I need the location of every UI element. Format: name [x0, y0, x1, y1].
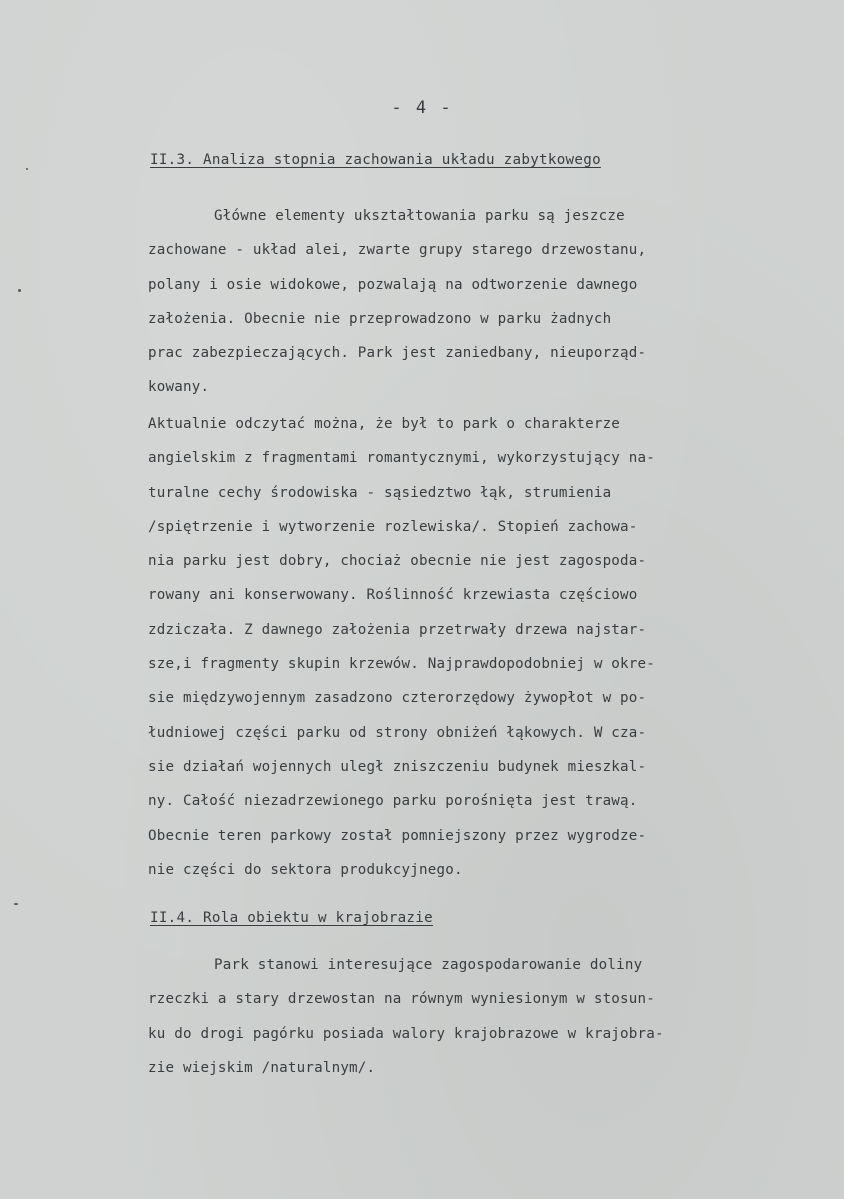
- paper-speck: [18, 289, 21, 292]
- text-line: Główne elementy ukształtowania parku są jeszcze: [214, 208, 625, 224]
- text-line: Aktualnie odczytać można, że był to park o charakterze: [148, 416, 621, 432]
- paper-speck: [26, 168, 28, 170]
- text-line: Park stanowi interesujące zagospodarowanie doliny: [214, 957, 643, 973]
- text-line: założenia. Obecnie nie przeprowadzono w parku żadnych: [148, 310, 612, 327]
- text-line: zdziczała. Z dawnego założenia przetrwały drzewa najstar-: [148, 621, 647, 638]
- text-line: nia parku jest dobry, chociaż obecnie nie jest zagospoda-: [148, 553, 647, 570]
- section-heading-landscape-role: II.4. Rola obiektu w krajobrazie: [150, 910, 433, 926]
- text-line: sie działań wojennych uległ zniszczeniu budynek mieszkal-: [148, 758, 647, 775]
- paragraph-park-character: [148, 407, 655, 887]
- text-line: rowany ani konserwowany. Roślinność krzewiasta częściowo: [148, 587, 638, 604]
- text-line: Obecnie teren parkowy został pomniejszony przez wygrodze-: [148, 827, 647, 844]
- text-line: nie części do sektora produkcyjnego.: [148, 861, 463, 878]
- paragraph-landscape: [148, 948, 664, 1085]
- text-line: ku do drogi pagórku posiada walory krajobrazowe w krajobra-: [148, 1025, 664, 1042]
- text-line: rzeczki a stary drzewostan na równym wyniesionym w stosun-: [148, 991, 656, 1008]
- text-line: kowany.: [148, 379, 210, 396]
- text-line: sze,i fragmenty skupin krzewów. Najprawdopodobniej w okre-: [148, 656, 656, 673]
- paper-speck: [14, 903, 18, 905]
- text-line: sie międzywojennym zasadzono czterorzędowy żywopłot w po-: [148, 690, 647, 707]
- paragraph-main-elements: [148, 199, 646, 405]
- text-line: /spiętrzenie i wytworzenie rozlewiska/. Stopień zachowa-: [148, 518, 638, 535]
- text-line: ny. Całość niezadrzewionego parku porośnięta jest trawą.: [148, 793, 638, 810]
- text-line: zie wiejskim /naturalnym/.: [148, 1059, 376, 1076]
- text-line: angielskim z fragmentami romantycznymi, wykorzystujący na-: [148, 450, 656, 467]
- text-line: zachowane - układ alei, zwarte grupy starego drzewostanu,: [148, 242, 647, 259]
- text-line: łudniowej części parku od strony obniżeń łąkowych. W cza-: [148, 724, 647, 741]
- text-line: prac zabezpieczających. Park jest zaniedbany, nieuporząd-: [148, 345, 647, 362]
- text-line: turalne cechy środowiska - sąsiedztwo łąk, strumienia: [148, 484, 612, 501]
- page-number: - 4 -: [391, 98, 453, 118]
- section-heading-analysis: II.3. Analiza stopnia zachowania układu zabytkowego: [150, 152, 601, 168]
- text-line: polany i osie widokowe, pozwalają na odtworzenie dawnego: [148, 276, 638, 293]
